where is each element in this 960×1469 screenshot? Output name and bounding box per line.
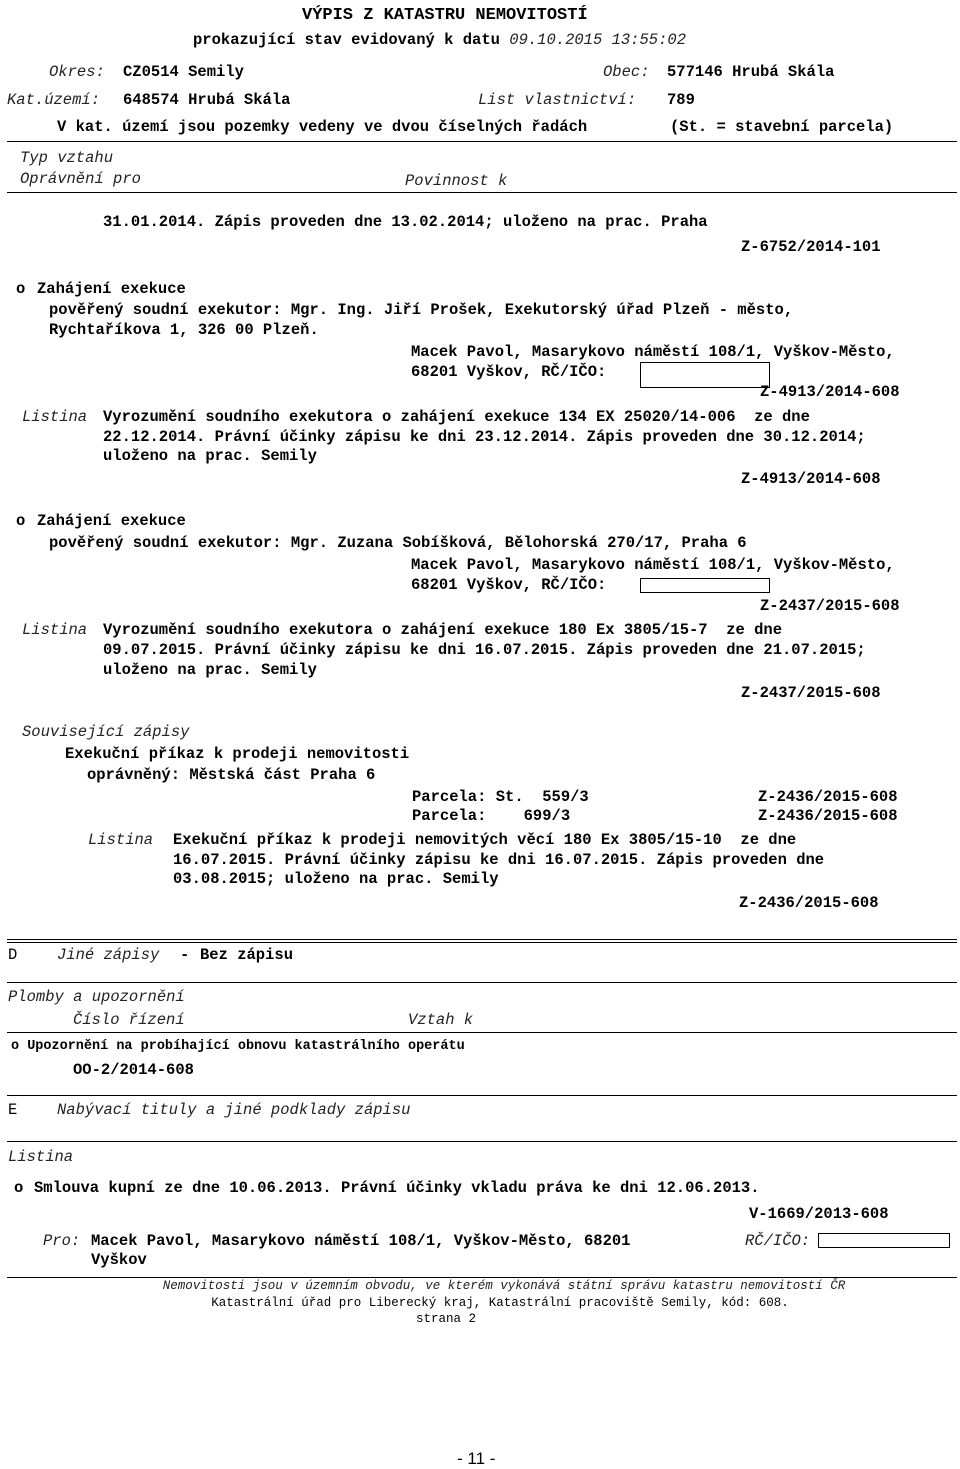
extract-date: 09.10.2015 13:55:02 [509, 31, 686, 49]
section-e-divider [7, 1095, 957, 1096]
entry1-party2: 68201 Vyškov, RČ/IČO: [411, 363, 607, 381]
plomby-item: o Upozornění na probíhající obnovu katastrálního operátu [11, 1039, 465, 1054]
section-e-header-divider [7, 1141, 957, 1142]
cadastre-note: V kat. území jsou pozemky vedeny ve dvou číselných řadách [57, 118, 588, 136]
section-e-ref: V-1669/2013-608 [749, 1205, 889, 1223]
footer-page: strana 2 [415, 1312, 476, 1326]
subtitle [193, 31, 686, 49]
section-e-item [34, 1179, 760, 1197]
souv-listina2: 16.07.2015. Právní účinky zápisu ke dni 16.07.2015. Zápis proveden dne [173, 851, 825, 869]
top-entry-line: 31.01.2014. Zápis proveden dne 13.02.2014; uloženo na prac. Praha [103, 213, 708, 231]
entry2-ref1: Z-2437/2015-608 [760, 597, 900, 615]
souvisejici-label: Související zápisy [22, 723, 190, 741]
section-d-status: Bez zápisu [200, 946, 294, 964]
section-e-rc-label: RČ/IČO: [745, 1232, 811, 1250]
okres-value: CZ0514 Semily [123, 63, 244, 81]
entry2-party2: 68201 Vyškov, RČ/IČO: [411, 576, 607, 594]
footer-line1: Nemovitosti jsou v územním obvodu, ve kterém vykonává státní správu katastru nemovitostí ČR [162, 1279, 846, 1293]
section-e-title: Nabývací tituly a jiné podklady zápisu [57, 1101, 411, 1119]
section-d-divider-bottom [7, 942, 957, 943]
entry1-title: Zahájení exekuce [37, 280, 186, 298]
katuzemi-value: 648574 Hrubá Skála [123, 91, 291, 109]
col-povinnost-k: Povinnost k [405, 172, 508, 190]
page-number: - 11 - [457, 1449, 496, 1468]
section-e-item-title: Smlouva kupní [34, 1179, 155, 1197]
entry1-party1: Macek Pavol, Masarykovo náměstí 108/1, Vyškov-Město, [411, 343, 895, 361]
entry2-listina1: Vyrozumění soudního exekutora o zahájení exekuce 180 Ex 3805/15-7 ze dne [103, 621, 783, 639]
obec-label: Obec: [603, 63, 650, 81]
entry2-listina-label: Listina [22, 621, 88, 639]
section-e-pro-line1: Macek Pavol, Masarykovo náměstí 108/1, Vyškov-Město, 68201 [91, 1232, 631, 1250]
top-entry-ref: Z-6752/2014-101 [741, 238, 881, 256]
souv-ref: Z-2436/2015-608 [739, 894, 879, 912]
plomby-number: OO-2/2014-608 [73, 1061, 194, 1079]
parcela2: Parcela: 699/3 [412, 807, 571, 825]
redacted-rc-box [818, 1233, 950, 1248]
souv-listina1: Exekuční příkaz k prodeji nemovitých věcí 180 Ex 3805/15-10 ze dne [173, 831, 797, 849]
section-e-bullet: o [14, 1179, 24, 1197]
entry2-party1: Macek Pavol, Masarykovo náměstí 108/1, Vyškov-Město, [411, 556, 895, 574]
section-d-dash: - [180, 946, 190, 964]
plomby-col-vztah: Vztah k [408, 1011, 474, 1029]
subtitle-prefix: prokazující stav evidovaný k datu [193, 31, 500, 49]
obec-value: 577146 Hrubá Skála [667, 63, 835, 81]
plomby-divider [7, 982, 957, 983]
entry1-line1: pověřený soudní exekutor: Mgr. Ing. Jiří Prošek, Exekutorský úřad Plzeň - město, [49, 301, 794, 319]
section-e-pro-label: Pro: [43, 1232, 81, 1250]
footer-divider [7, 1277, 957, 1278]
col-opravneni-pro: Oprávnění pro [20, 170, 141, 188]
souv-listina3: 03.08.2015; uloženo na prac. Semily [173, 870, 499, 888]
entry1-bullet: o [16, 280, 26, 298]
section-e-item-rest: ze dne 10.06.2013. Právní účinky vkladu práva ke dni 12.06.2013. [154, 1179, 760, 1197]
columns-divider [7, 192, 957, 193]
lv-value: 789 [667, 91, 695, 109]
section-e-pro-line2: Vyškov [91, 1251, 147, 1269]
entry1-listina2: 22.12.2014. Právní účinky zápisu ke dni 23.12.2014. Zápis proveden dne 30.12.2014; [103, 428, 866, 446]
section-d-divider-top [7, 939, 957, 940]
section-d-letter: D [8, 946, 18, 964]
souvisejici-title: Exekuční příkaz k prodeji nemovitosti [65, 745, 410, 763]
section-e-letter: E [8, 1101, 18, 1119]
redacted-rc-box [640, 362, 770, 388]
plomby-title: Plomby a upozornění [8, 988, 185, 1006]
parcela2-ref: Z-2436/2015-608 [758, 807, 898, 825]
entry1-listina-label: Listina [22, 408, 88, 426]
entry2-title: Zahájení exekuce [37, 512, 186, 530]
souv-listina-label: Listina [88, 831, 154, 849]
col-typ-vztahu: Typ vztahu [20, 149, 114, 167]
header-divider [7, 141, 957, 142]
entry1-listina1: Vyrozumění soudního exekutora o zahájení exekuce 134 EX 25020/14-006 ze dne [103, 408, 810, 426]
entry2-line1: pověřený soudní exekutor: Mgr. Zuzana Sobíšková, Bělohorská 270/17, Praha 6 [49, 534, 747, 552]
parcela1: Parcela: St. 559/3 [412, 788, 589, 806]
plomby-col-cislo: Číslo řízení [73, 1011, 185, 1029]
entry2-listina2: 09.07.2015. Právní účinky zápisu ke dni 16.07.2015. Zápis proveden dne 21.07.2015; [103, 641, 866, 659]
section-d-title: Jiné zápisy [57, 946, 160, 964]
plomby-columns-divider [7, 1032, 957, 1033]
souvisejici-opravneny: oprávněný: Městská část Praha 6 [87, 766, 376, 784]
cadastre-note-st: (St. = stavební parcela) [670, 118, 894, 136]
entry2-ref2: Z-2437/2015-608 [741, 684, 881, 702]
entry1-line2: Rychtaříkova 1, 326 00 Plzeň. [49, 321, 319, 339]
parcela1-ref: Z-2436/2015-608 [758, 788, 898, 806]
redacted-rc-box [640, 578, 770, 593]
entry2-bullet: o [16, 512, 26, 530]
section-e-listina-label: Listina [8, 1148, 74, 1166]
footer-line2: Katastrální úřad pro Liberecký kraj, Katastrální pracoviště Semily, kód: 608. [211, 1296, 789, 1310]
lv-label: List vlastnictví: [478, 91, 637, 109]
entry1-ref2: Z-4913/2014-608 [741, 470, 881, 488]
katuzemi-label: Kat.území: [7, 91, 101, 109]
entry2-listina3: uloženo na prac. Semily [103, 661, 317, 679]
entry1-ref1: Z-4913/2014-608 [760, 383, 900, 401]
entry1-listina3: uloženo na prac. Semily [103, 447, 317, 465]
document-title: VÝPIS Z KATASTRU NEMOVITOSTÍ [302, 6, 588, 25]
okres-label: Okres: [49, 63, 105, 81]
